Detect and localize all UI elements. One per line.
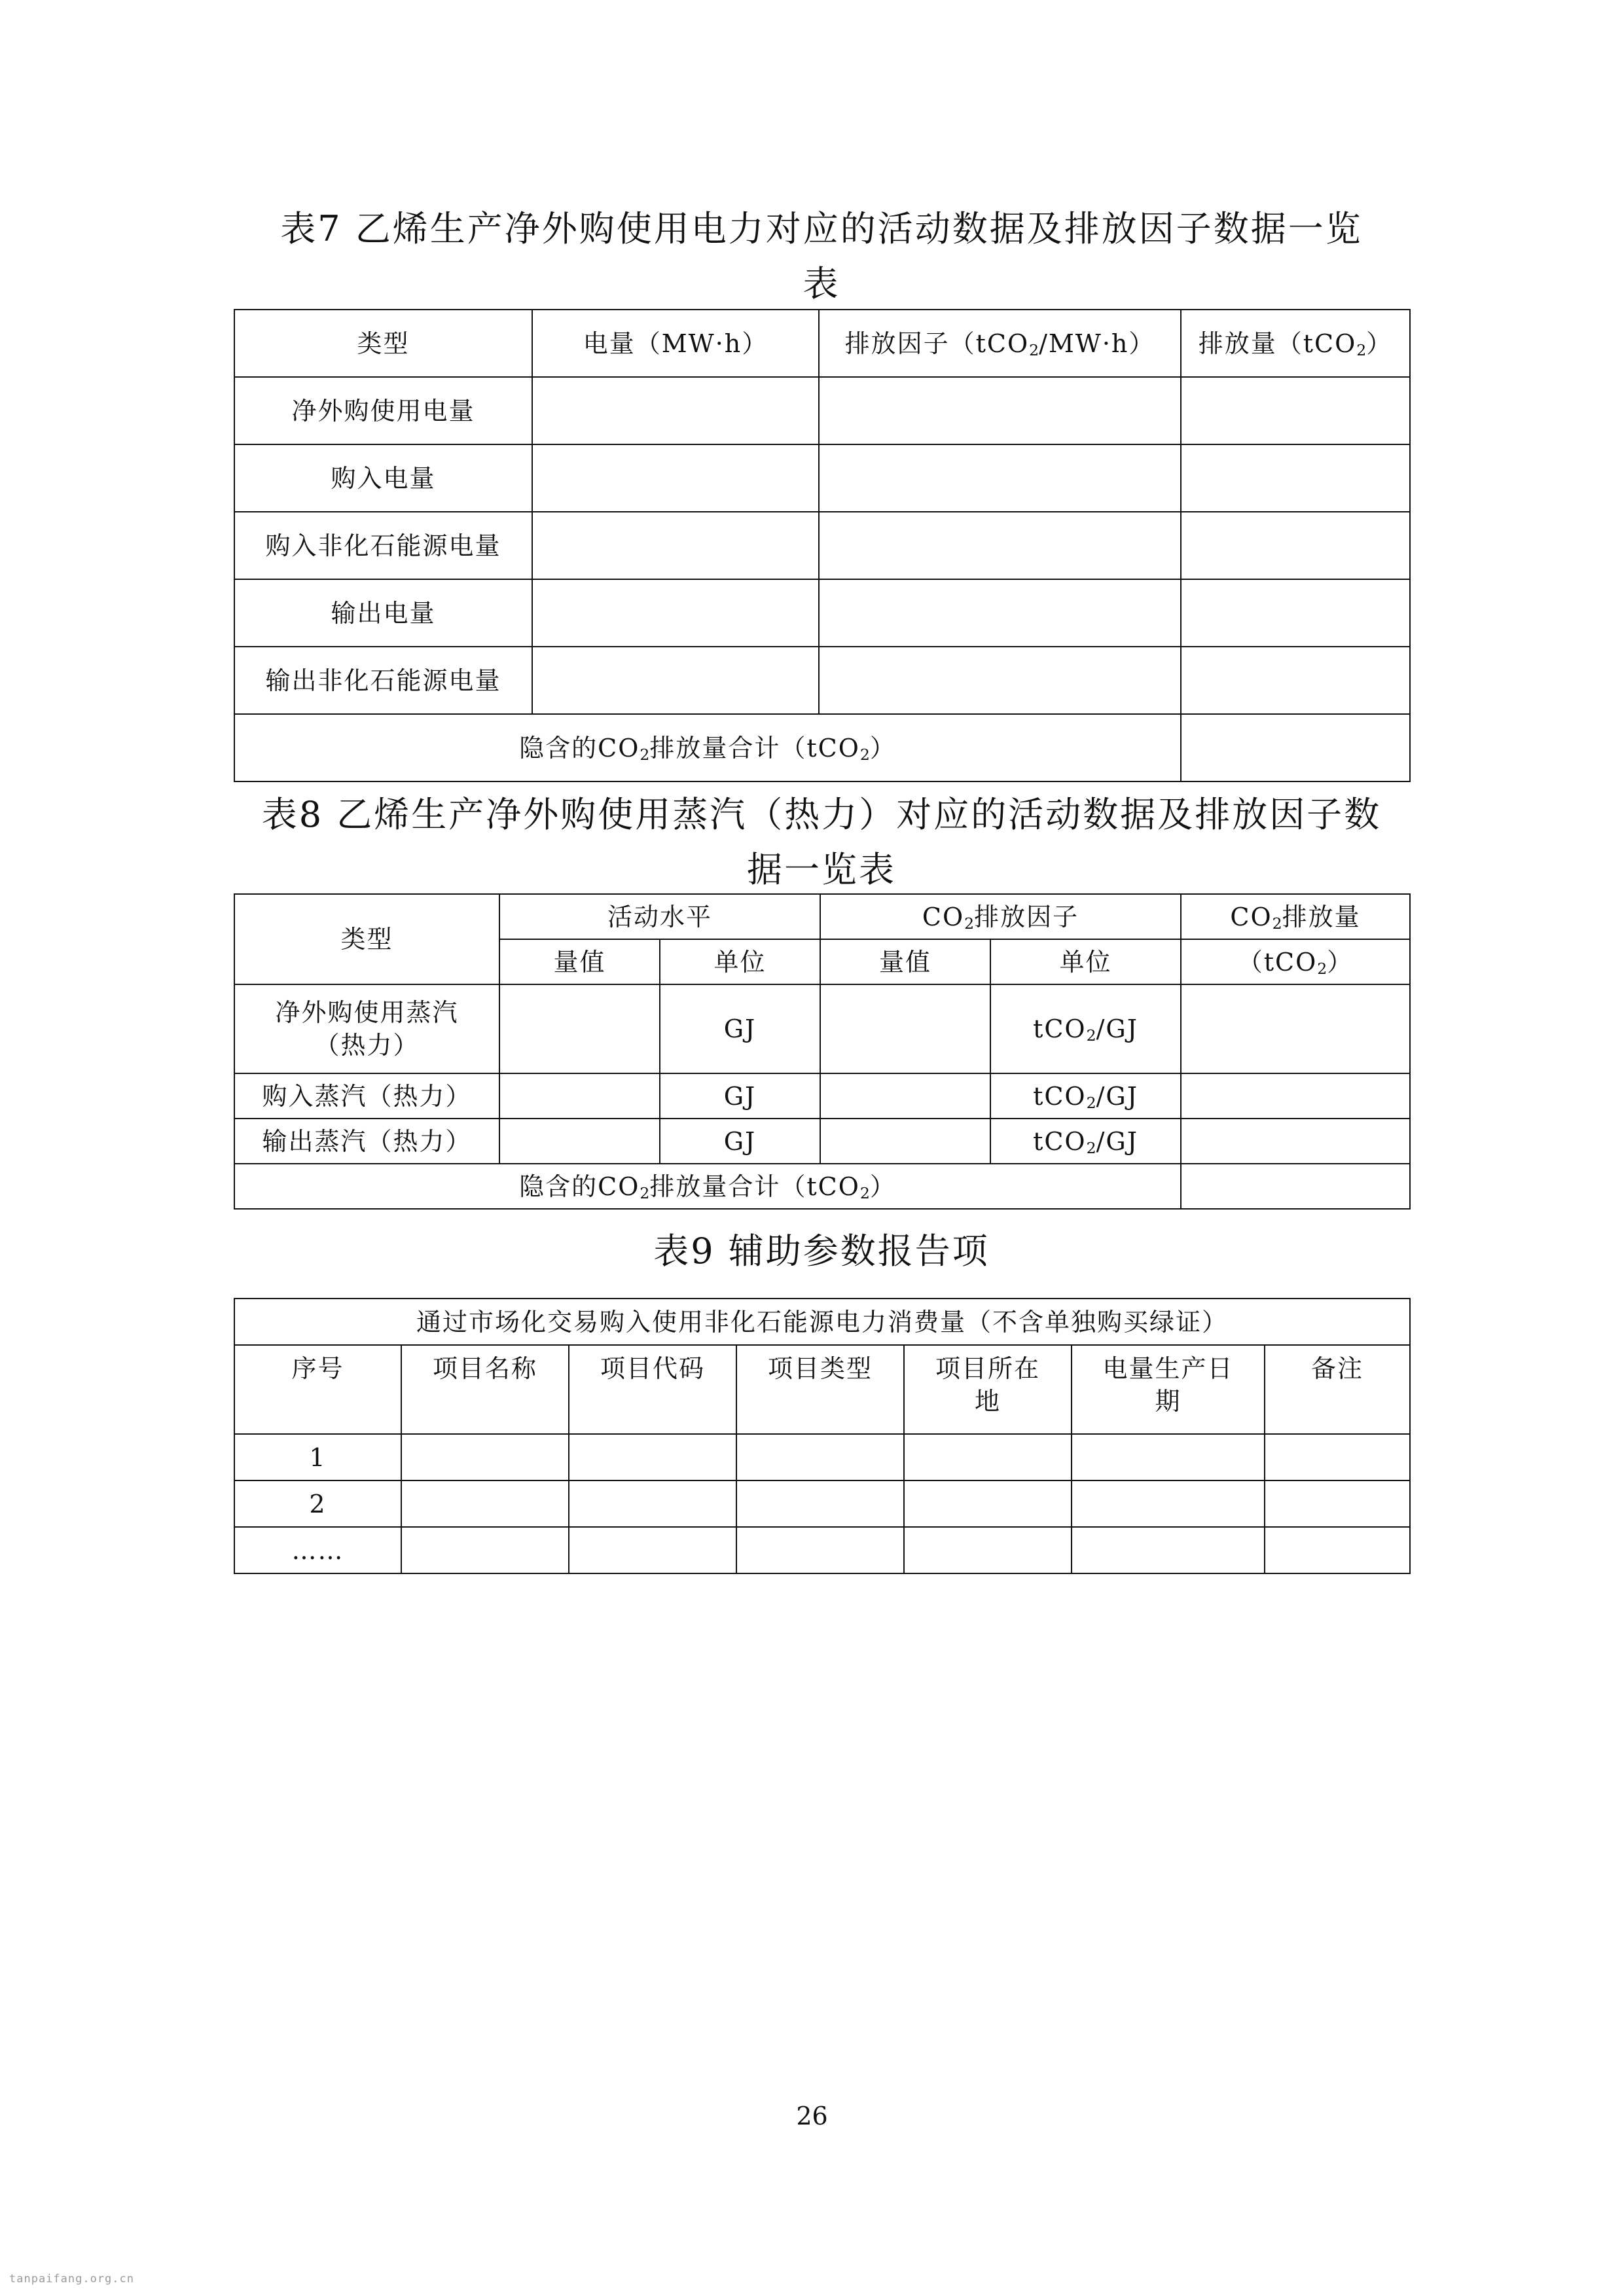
header-factor-prefix: CO bbox=[922, 902, 965, 931]
cell-emission[interactable] bbox=[1181, 512, 1410, 579]
total-sub2: 2 bbox=[859, 1183, 870, 1202]
table9-caption: 通过市场化交易购入使用非化石能源电力消费量（不含单独购买绿证） bbox=[234, 1299, 1410, 1345]
header-unit: 单位 bbox=[660, 939, 820, 984]
cell-electricity[interactable] bbox=[532, 579, 819, 647]
cell-kind[interactable] bbox=[736, 1434, 904, 1480]
cell-electricity[interactable] bbox=[532, 647, 819, 714]
header-activity: 活动水平 bbox=[499, 894, 820, 939]
table-row bbox=[234, 1480, 1410, 1527]
cell-emission[interactable] bbox=[1181, 444, 1410, 512]
header-emission-suffix: ） bbox=[1366, 329, 1393, 358]
cell-activity-value[interactable] bbox=[499, 984, 660, 1073]
table9-auxiliary bbox=[234, 1298, 1411, 1574]
header-emission-sub: 2 bbox=[1356, 340, 1367, 359]
table-row bbox=[234, 579, 1410, 647]
table-row bbox=[234, 377, 1410, 444]
header-date-line1: 电量生产日 bbox=[1102, 1354, 1234, 1383]
cell-code[interactable] bbox=[569, 1480, 736, 1527]
table-row bbox=[234, 1119, 1410, 1164]
header-factor-sub: 2 bbox=[964, 914, 975, 933]
cell-activity-unit: GJ bbox=[660, 1119, 820, 1164]
total-sub2: 2 bbox=[859, 745, 870, 764]
total-prefix: 隐含的CO bbox=[519, 733, 640, 762]
table9-header-row bbox=[234, 1345, 1410, 1434]
cell-factor-unit bbox=[990, 984, 1181, 1073]
cell-factor[interactable] bbox=[819, 444, 1181, 512]
header-type: 类型 bbox=[234, 310, 532, 377]
table8-title-line2: 据一览表 bbox=[747, 849, 896, 890]
header-value: 量值 bbox=[499, 939, 660, 984]
row-label: 输出非化石能源电量 bbox=[234, 647, 532, 714]
table8-total-row bbox=[234, 1164, 1410, 1209]
cell-activity-unit: GJ bbox=[660, 1073, 820, 1119]
row-seq: 2 bbox=[234, 1480, 401, 1527]
total-middle: 排放量合计（tCO bbox=[649, 1172, 860, 1201]
factor-unit-suffix: /GJ bbox=[1096, 1126, 1138, 1156]
cell-date[interactable] bbox=[1072, 1434, 1265, 1480]
cell-note[interactable] bbox=[1265, 1480, 1410, 1527]
cell-emission[interactable] bbox=[1181, 1119, 1410, 1164]
page-number: 26 bbox=[796, 2102, 828, 2130]
header-emission-unit-sub: 2 bbox=[1317, 959, 1327, 978]
header-location-line1: 项目所在 bbox=[935, 1354, 1040, 1383]
cell-emission[interactable] bbox=[1181, 579, 1410, 647]
cell-total-emission[interactable] bbox=[1181, 714, 1410, 781]
table9-caption-row bbox=[234, 1299, 1410, 1345]
header-note: 备注 bbox=[1265, 1345, 1410, 1434]
header-factor-sub: 2 bbox=[1029, 340, 1039, 359]
total-suffix: ） bbox=[869, 1172, 896, 1201]
cell-emission[interactable] bbox=[1181, 984, 1410, 1073]
factor-unit-suffix: /GJ bbox=[1096, 1014, 1138, 1043]
cell-kind[interactable] bbox=[736, 1480, 904, 1527]
row-label bbox=[234, 984, 499, 1073]
table7-title-line1: 表7 乙烯生产净外购使用电力对应的活动数据及排放因子数据一览 bbox=[280, 208, 1363, 249]
cell-note[interactable] bbox=[1265, 1434, 1410, 1480]
row-seq: …… bbox=[234, 1527, 401, 1573]
header-date bbox=[1072, 1345, 1265, 1434]
table9-title: 表9 辅助参数报告项 bbox=[653, 1230, 990, 1272]
row-label: 输出蒸汽（热力） bbox=[234, 1119, 499, 1164]
header-emission-factor bbox=[820, 894, 1181, 939]
factor-unit-prefix: tCO bbox=[1033, 1126, 1087, 1156]
table7-header-row bbox=[234, 310, 1410, 377]
table-row bbox=[234, 1434, 1410, 1480]
cell-factor[interactable] bbox=[819, 512, 1181, 579]
header-emission bbox=[1181, 894, 1410, 939]
header-factor-prefix: 排放因子（tCO bbox=[844, 329, 1030, 358]
header-location-line2: 地 bbox=[974, 1387, 1001, 1416]
table7-title-line2: 表 bbox=[803, 263, 840, 304]
cell-name[interactable] bbox=[401, 1527, 569, 1573]
header-kind: 项目类型 bbox=[736, 1345, 904, 1434]
table-row bbox=[234, 1073, 1410, 1119]
table-row bbox=[234, 444, 1410, 512]
cell-location[interactable] bbox=[904, 1434, 1072, 1480]
cell-factor-value[interactable] bbox=[820, 1119, 990, 1164]
header-unit: 单位 bbox=[990, 939, 1181, 984]
cell-kind[interactable] bbox=[736, 1527, 904, 1573]
watermark: tanpaifang.org.cn bbox=[9, 2272, 134, 2286]
header-date-line2: 期 bbox=[1155, 1387, 1182, 1416]
header-emission-unit bbox=[1181, 939, 1410, 984]
row-label-line2: （热力） bbox=[314, 1031, 420, 1060]
cell-electricity[interactable] bbox=[532, 377, 819, 444]
cell-electricity[interactable] bbox=[532, 444, 819, 512]
cell-emission[interactable] bbox=[1181, 647, 1410, 714]
header-emission-sub: 2 bbox=[1272, 914, 1282, 933]
header-factor-suffix: /MW·h） bbox=[1039, 329, 1155, 358]
row-label: 购入非化石能源电量 bbox=[234, 512, 532, 579]
header-emission bbox=[1181, 310, 1410, 377]
factor-unit-sub: 2 bbox=[1086, 1093, 1096, 1112]
factor-unit-suffix: /GJ bbox=[1096, 1081, 1138, 1111]
row-label: 购入电量 bbox=[234, 444, 532, 512]
cell-name[interactable] bbox=[401, 1434, 569, 1480]
header-emission-prefix: CO bbox=[1230, 902, 1272, 931]
table8-steam bbox=[234, 893, 1411, 1210]
row-label: 购入蒸汽（热力） bbox=[234, 1073, 499, 1119]
header-emission-factor bbox=[819, 310, 1181, 377]
header-emission-prefix: 排放量（tCO bbox=[1198, 329, 1357, 358]
header-electricity: 电量（MW·h） bbox=[532, 310, 819, 377]
table7-title bbox=[234, 202, 1409, 312]
header-value: 量值 bbox=[820, 939, 990, 984]
header-location bbox=[904, 1345, 1072, 1434]
row-label-line1: 净外购使用蒸汽 bbox=[275, 998, 459, 1027]
table-row bbox=[234, 512, 1410, 579]
cell-date[interactable] bbox=[1072, 1527, 1265, 1573]
table8-header-row-1 bbox=[234, 894, 1410, 939]
cell-factor-value[interactable] bbox=[820, 984, 990, 1073]
header-factor-suffix: 排放因子 bbox=[974, 902, 1079, 931]
cell-note[interactable] bbox=[1265, 1527, 1410, 1573]
total-label bbox=[234, 714, 1181, 781]
factor-unit-prefix: tCO bbox=[1033, 1081, 1087, 1111]
header-emission-unit-prefix: （tCO bbox=[1237, 947, 1318, 977]
cell-factor[interactable] bbox=[819, 377, 1181, 444]
cell-factor-unit bbox=[990, 1073, 1181, 1119]
row-label: 输出电量 bbox=[234, 579, 532, 647]
table-row bbox=[234, 984, 1410, 1073]
header-seq: 序号 bbox=[234, 1345, 401, 1434]
factor-unit-prefix: tCO bbox=[1033, 1014, 1087, 1043]
cell-total-emission[interactable] bbox=[1181, 1164, 1410, 1209]
cell-code[interactable] bbox=[569, 1434, 736, 1480]
cell-location[interactable] bbox=[904, 1480, 1072, 1527]
total-label bbox=[234, 1164, 1181, 1209]
factor-unit-sub: 2 bbox=[1086, 1138, 1096, 1157]
table8-title-line1: 表8 乙烯生产净外购使用蒸汽（热力）对应的活动数据及排放因子数 bbox=[261, 794, 1382, 835]
table8-title bbox=[234, 787, 1409, 897]
row-seq: 1 bbox=[234, 1434, 401, 1480]
total-middle: 排放量合计（tCO bbox=[649, 733, 860, 762]
cell-activity-unit: GJ bbox=[660, 984, 820, 1073]
header-type: 类型 bbox=[234, 894, 499, 984]
header-emission-suffix: 排放量 bbox=[1282, 902, 1361, 931]
table-row bbox=[234, 1527, 1410, 1573]
cell-factor-unit bbox=[990, 1119, 1181, 1164]
cell-location[interactable] bbox=[904, 1527, 1072, 1573]
cell-date[interactable] bbox=[1072, 1480, 1265, 1527]
header-name: 项目名称 bbox=[401, 1345, 569, 1434]
cell-emission[interactable] bbox=[1181, 377, 1410, 444]
table7-total-row bbox=[234, 714, 1410, 781]
cell-activity-value[interactable] bbox=[499, 1119, 660, 1164]
total-sub: 2 bbox=[640, 1183, 650, 1202]
factor-unit-sub: 2 bbox=[1086, 1026, 1096, 1045]
cell-factor[interactable] bbox=[819, 579, 1181, 647]
cell-factor-value[interactable] bbox=[820, 1073, 990, 1119]
table7-electricity bbox=[234, 309, 1411, 782]
row-label: 净外购使用电量 bbox=[234, 377, 532, 444]
cell-emission[interactable] bbox=[1181, 1073, 1410, 1119]
total-prefix: 隐含的CO bbox=[519, 1172, 640, 1201]
cell-electricity[interactable] bbox=[532, 512, 819, 579]
header-emission-unit-suffix: ） bbox=[1327, 947, 1354, 977]
total-sub: 2 bbox=[640, 745, 650, 764]
cell-name[interactable] bbox=[401, 1480, 569, 1527]
cell-factor[interactable] bbox=[819, 647, 1181, 714]
cell-code[interactable] bbox=[569, 1527, 736, 1573]
header-code: 项目代码 bbox=[569, 1345, 736, 1434]
total-suffix: ） bbox=[869, 733, 896, 762]
table-row bbox=[234, 647, 1410, 714]
cell-activity-value[interactable] bbox=[499, 1073, 660, 1119]
